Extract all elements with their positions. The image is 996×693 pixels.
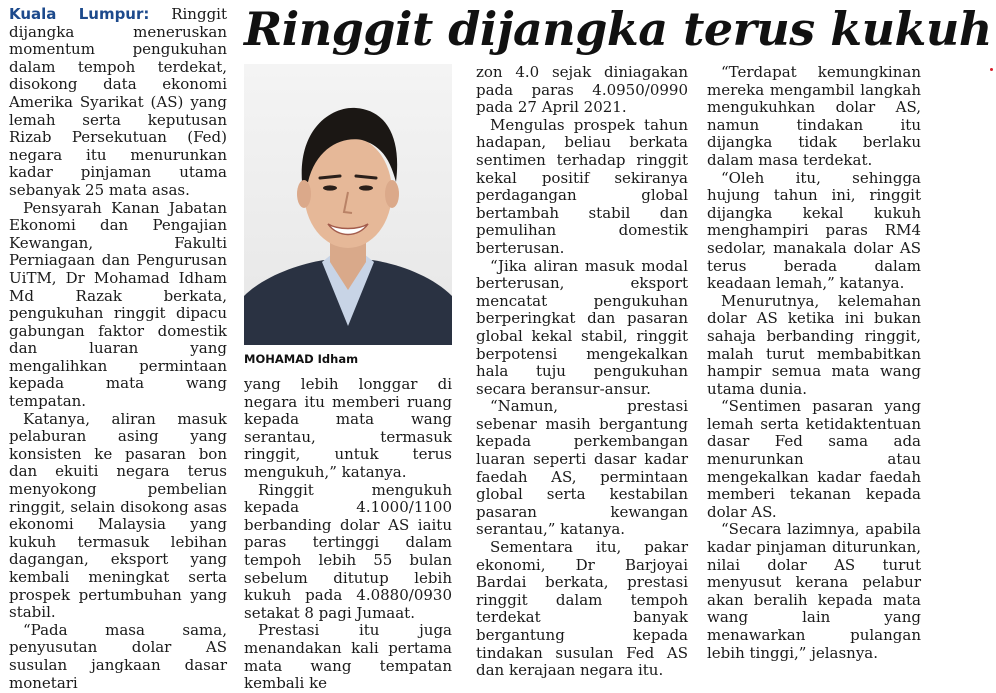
dateline: Kuala Lumpur: [9,5,150,23]
paragraph: “Namun, prestasi sebenar masih bergantung kepada perkembangan luaran seperti dasar kadar faedah AS, permintaan global serta kestabilan pasaran kewangan serantau,” katanya. [476,397,688,539]
portrait-photo-icon [244,64,452,345]
paragraph: “Oleh itu, sehingga hujung tahun ini, ringgit dijangka kekal kukuh menghampiri paras RM4 sedolar, manakala dolar AS terus berada dalam keadaan lemah,” katanya. [707,168,921,293]
paragraph: “Jika aliran masuk modal berterusan, eksport mencatat pengukuhan berperingkat dan pasaran global kekal stabil, ringgit berpotensi mengekalkan hala tuju pengukuhan secara beransur-ansur. [476,256,688,398]
paragraph: “Pada masa sama, penyusutan dolar AS susulan jangkaan dasar monetari [9,620,227,692]
paragraph: Pensyarah Kanan Jabatan Ekonomi dan Pengajian Kewangan, Fakulti Perniagaan dan Pengurusan UiTM, Dr Mohamad Idham Md Razak berkata, pengukuhan ringgit dipacu gabungan faktor domestik dan luaran yang mengalihkan permintaan kepada mata wang tempatan. [9,198,227,411]
paragraph: “Sentimen pasaran yang lemah serta ketidaktentuan dasar Fed sama ada menurunkan atau mengekalkan kadar faedah memberi tekanan kepada dolar AS. [707,397,921,521]
paragraph: Ringgit mengukuh kepada 4.1000/1100 berbanding dolar AS iaitu paras tertinggi dalam tempoh lebih 55 bulan sebelum ditutup lebih kukuh pada 4.0880/0930 setakat 8 pagi Jumaat. [244,480,452,622]
paragraph: Katanya, aliran masuk pelaburan asing yang konsisten ke pasaran bon dan ekuiti negara terus menyokong pembelian ringgit, selain disokong asas ekonomi Malaysia yang kukuh termasuk lebihan dagangan, eksport yang kembali meningkat serta prospek pertumbuhan yang stabil. [9,409,227,622]
paragraph [9,6,227,200]
paragraph: “Terdapat kemungkinan mereka mengambil langkah mengukuhkan dolar AS, namun tindakan itu dijangka tidak berlaku dalam masa terdekat. [707,63,921,169]
red-dot-icon [990,68,993,71]
headline: Ringgit dijangka terus kukuh [244,2,992,56]
paragraph: “Secara lazimnya, apabila kadar pinjaman diturunkan, nilai dolar AS turut menyusut kerana pelabur akan beralih kepada mata wang lain yang menawarkan pulangan lebih tinggi,” jelasnya. [707,520,921,662]
portrait-photo [244,64,452,345]
paragraph: zon 4.0 sejak diniagakan pada paras 4.0950/0990 pada 27 April 2021. [476,63,688,117]
paragraph: Sementara itu, pakar ekonomi, Dr Barjoyai Bardai berkata, prestasi ringgit dalam tempoh terdekat banyak bergantung kepada tindakan susulan Fed AS dan kerajaan negara itu. [476,538,688,680]
paragraph: Mengulas prospek tahun hadapan, beliau berkata sentimen terhadap ringgit kekal positif sekiranya perdagangan global bertambah stabil dan pemulihan domestik berterusan. [476,115,688,257]
column-1 [9,6,227,692]
column-3 [476,64,688,680]
paragraph: Prestasi itu juga menandakan kali pertama mata wang tempatan kembali ke [244,621,452,693]
photo-caption: MOHAMAD Idham [244,352,359,366]
paragraph: yang lebih longgar di negara itu memberi ruang kepada mata wang serantau, termasuk ringgit, untuk terus mengukuh,” katanya. [244,375,452,481]
paragraph-text: Ringgit dijangka meneruskan momentum pengukuhan dalam tempoh terdekat, disokong data ekonomi Amerika Syarikat (AS) yang lemah serta keputusan Rizab Persekutuan (Fed) negara itu menurunkan kadar pinjaman utama sebanyak 25 mata asas. [9,5,227,199]
column-4 [707,64,921,662]
column-2 [244,376,452,693]
paragraph: Menurutnya, kelemahan dolar AS ketika ini bukan sahaja berbanding ringgit, malah turut membabitkan hampir semua mata wang utama dunia. [707,291,921,398]
